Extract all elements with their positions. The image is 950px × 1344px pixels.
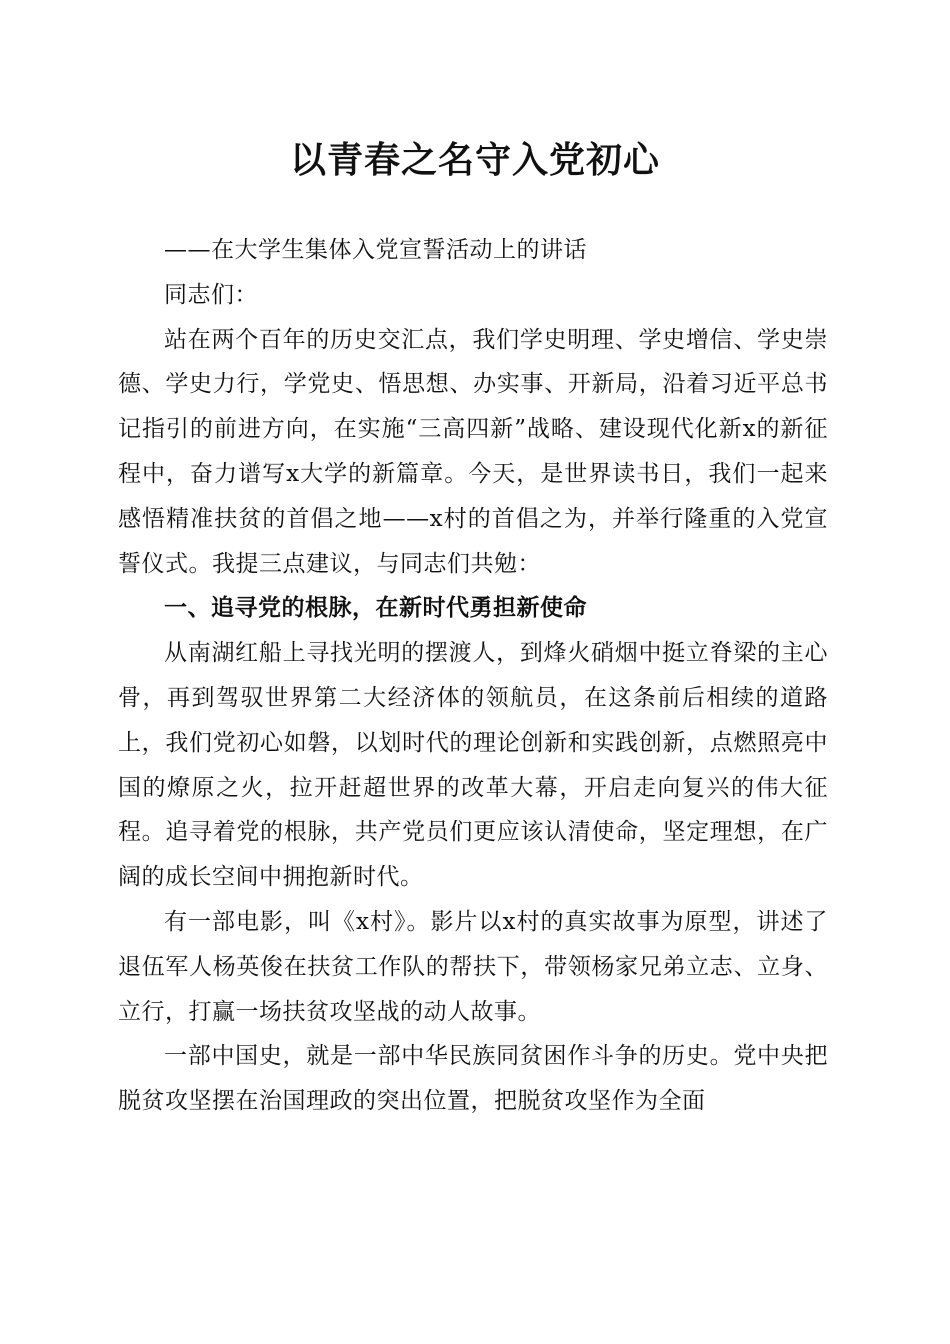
document-body <box>118 228 828 1124</box>
section-heading: 一、追寻党的根脉，在新时代勇担新使命 <box>164 595 587 622</box>
paragraph-section-1: 从南湖红船上寻找光明的摆渡人，到烽火硝烟中挺立脊梁的主心骨，再到驾驭世界第二大经济体的领航员，在这条前后相续的道路上，我们党初心如磐，以划时代的理论创新和实践创新，点燃照亮中国的燎原之火，拉开赶超世界的改革大幕，开启走向复兴的伟大征程。追寻着党的根脉，共产党员们更应该认清使命，坚定理想，在广阔的成长空间中拥抱新时代。 <box>118 640 828 891</box>
paragraph-section-2: 有一部电影，叫《x村》。影片以x村的真实故事为原型，讲述了退伍军人杨英俊在扶贫工作队的帮扶下，带领杨家兄弟立志、立身、立行，打赢一场扶贫攻坚战的动人故事。 <box>118 908 828 1025</box>
subtitle: ——在大学生集体入党宣誓活动上的讲话 <box>164 237 587 263</box>
document-title: 以青春之名守入党初心 <box>289 139 660 181</box>
paragraph-intro: 站在两个百年的历史交汇点，我们学史明理、学史增信、学史崇德、学史力行，学党史、悟思想、办实事、开新局，沿着习近平总书记指引的前进方向，在实施“三高四新”战略、建设现代化新x的新征程中，奋力谱写x大学的新篇章。今天，是世界读书日，我们一起来感悟精准扶贫的首倡之地——x村的首倡之为，并举行隆重的入党宣誓仪式。我提三点建议，与同志们共勉： <box>118 326 828 577</box>
paragraph-section-3: 一部中国史，就是一部中华民族同贫困作斗争的历史。党中央把脱贫攻坚摆在治国理政的突出位置，把脱贫攻坚作为全面 <box>118 1043 828 1115</box>
greeting: 同志们： <box>164 281 258 308</box>
